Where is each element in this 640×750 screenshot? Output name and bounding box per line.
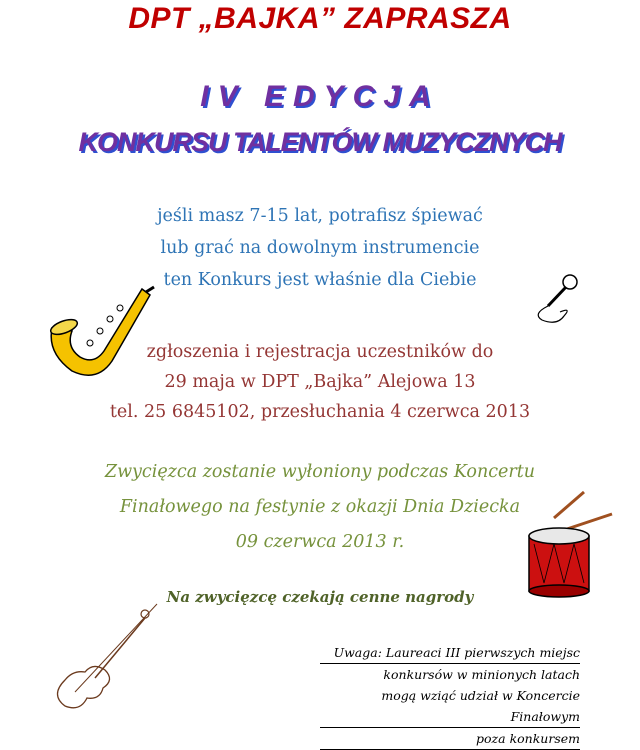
- microphone-icon: [522, 272, 584, 330]
- registration-line: zgłoszenia i rejestracja uczestników do: [146, 342, 494, 362]
- edition-heading: IV EDYCJA: [200, 80, 440, 113]
- note-line: Uwaga: Laureaci III pierwszych miejsc: [320, 642, 580, 664]
- invite-line: ten Konkurs jest właśnie dla Ciebie: [163, 270, 477, 290]
- contest-heading: KONKURSU TALENTÓW MUZYCZNYCH: [78, 127, 562, 157]
- invite-line: lub grać na dowolnym instrumencie: [160, 238, 480, 258]
- drum-icon: [524, 488, 614, 600]
- winner-line: Zwycięzca zostanie wyłoniony podczas Koncertu: [104, 462, 536, 482]
- poster-title: DPT „BAJKA” ZAPRASZA: [128, 2, 512, 35]
- registration-line: 29 maja w DPT „Bajka” Alejowa 13: [164, 372, 476, 392]
- note-line: poza konkursem: [320, 728, 580, 750]
- winner-line: Finałowego na festynie z okazji Dnia Dziecka: [119, 497, 521, 517]
- note-line: mogą wziąć udział w Koncercie Finałowym: [320, 685, 580, 728]
- note-line: konkursów w minionych latach: [383, 667, 580, 682]
- laureates-note: [320, 642, 580, 750]
- prize-text: Na zwycięzcę czekają cenne nagrody: [166, 588, 474, 606]
- invite-line: jeśli masz 7-15 lat, potrafisz śpiewać: [157, 206, 483, 226]
- saxophone-icon: [42, 283, 157, 393]
- registration-line: tel. 25 6845102, przesłuchania 4 czerwca 2013: [109, 402, 531, 422]
- winner-line: 09 czerwca 2013 r.: [235, 532, 405, 552]
- violin-icon: [45, 600, 165, 715]
